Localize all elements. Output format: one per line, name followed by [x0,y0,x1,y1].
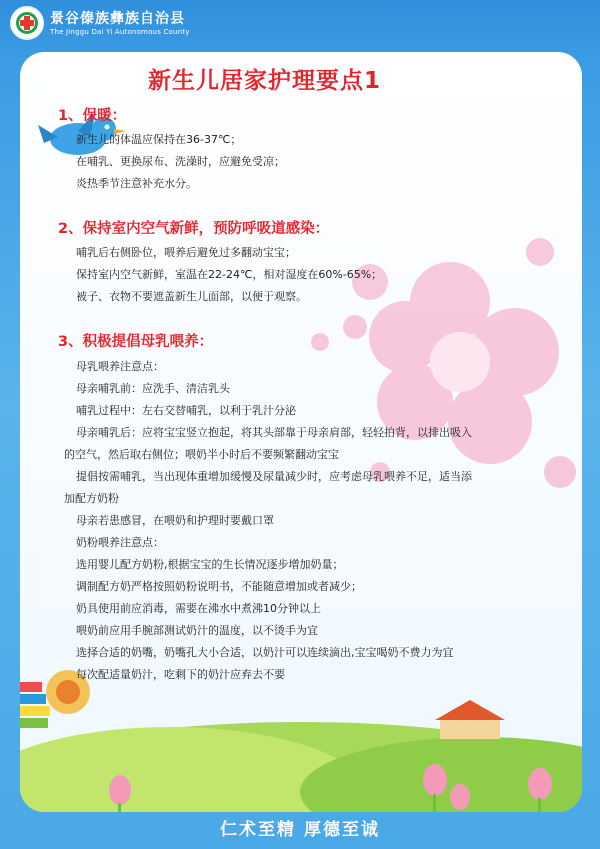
section-line: 母亲哺乳后：应将宝宝竖立抱起，将其头部靠于母亲肩部，轻轻拍背，以排出吸入 [76,426,472,439]
section-line: 的空气，然后取右侧位；喂奶半小时后不要频繁翻动宝宝 [64,448,339,461]
section-line: 母乳喂养注意点： [76,360,164,373]
section-line: 被子、衣物不要遮盖新生儿面部，以便于观察。 [76,290,307,303]
section-line: 哺乳过程中：左右交替哺乳，以利于乳汁分泌 [76,404,296,417]
section-line: 保持室内空气新鲜，室温在22-24℃，相对湿度在60%-65%； [76,268,383,281]
section-line: 选用婴儿配方奶粉,根据宝宝的生长情况逐步增加奶量； [76,558,344,571]
section-line: 选择合适的奶嘴，奶嘴孔大小合适，以奶汁可以连续滴出,宝宝喝奶不费力为宜 [76,646,454,659]
section-line: 加配方奶粉 [64,492,119,505]
content-card [20,52,582,812]
section-line: 炎热季节注意补充水分。 [76,177,197,190]
header [0,0,600,50]
section-heading: 3、积极提倡母乳喂养： [58,334,214,350]
section-line: 每次配适量奶汁，吃剩下的奶汁应弃去不要 [76,668,285,681]
section-line: 母亲若患感冒，在喂奶和护理时要戴口罩 [76,514,274,527]
section-heading: 1、保暖： [58,108,127,124]
section-line: 新生儿的体温应保持在36-37℃； [76,133,242,146]
county-name-english: The Jinggu Dai Yi Autonomous County [50,28,190,36]
section-line: 哺乳后右侧卧位，喂养后避免过多翻动宝宝； [76,246,296,259]
section-line: 喂奶前应用手腕部测试奶汁的温度，以不烫手为宜 [76,624,318,637]
section-line: 提倡按需哺乳，当出现体重增加缓慢及尿量减少时，应考虑母乳喂养不足，适当添 [76,470,472,483]
section-heading: 2、保持室内空气新鲜，预防呼吸道感染： [58,221,330,237]
section-line: 调制配方奶严格按照奶粉说明书，不能随意增加或者减少； [76,580,362,593]
section-line: 奶粉喂养注意点： [76,536,164,549]
county-name: 景谷傣族彝族自治县 [50,11,185,27]
footer-slogan: 仁术至精 厚德至诚 [220,820,380,840]
section-line: 母亲哺乳前：应洗手、清洁乳头 [76,382,230,395]
section-line: 奶具使用前应消毒，需要在沸水中煮沸10分钟以上 [76,602,321,615]
section-line: 在哺乳、更换尿布、洗澡时，应避免受凉； [76,155,285,168]
cross-logo-icon [10,6,44,40]
page-title: 新生儿居家护理要点1 [148,68,382,94]
